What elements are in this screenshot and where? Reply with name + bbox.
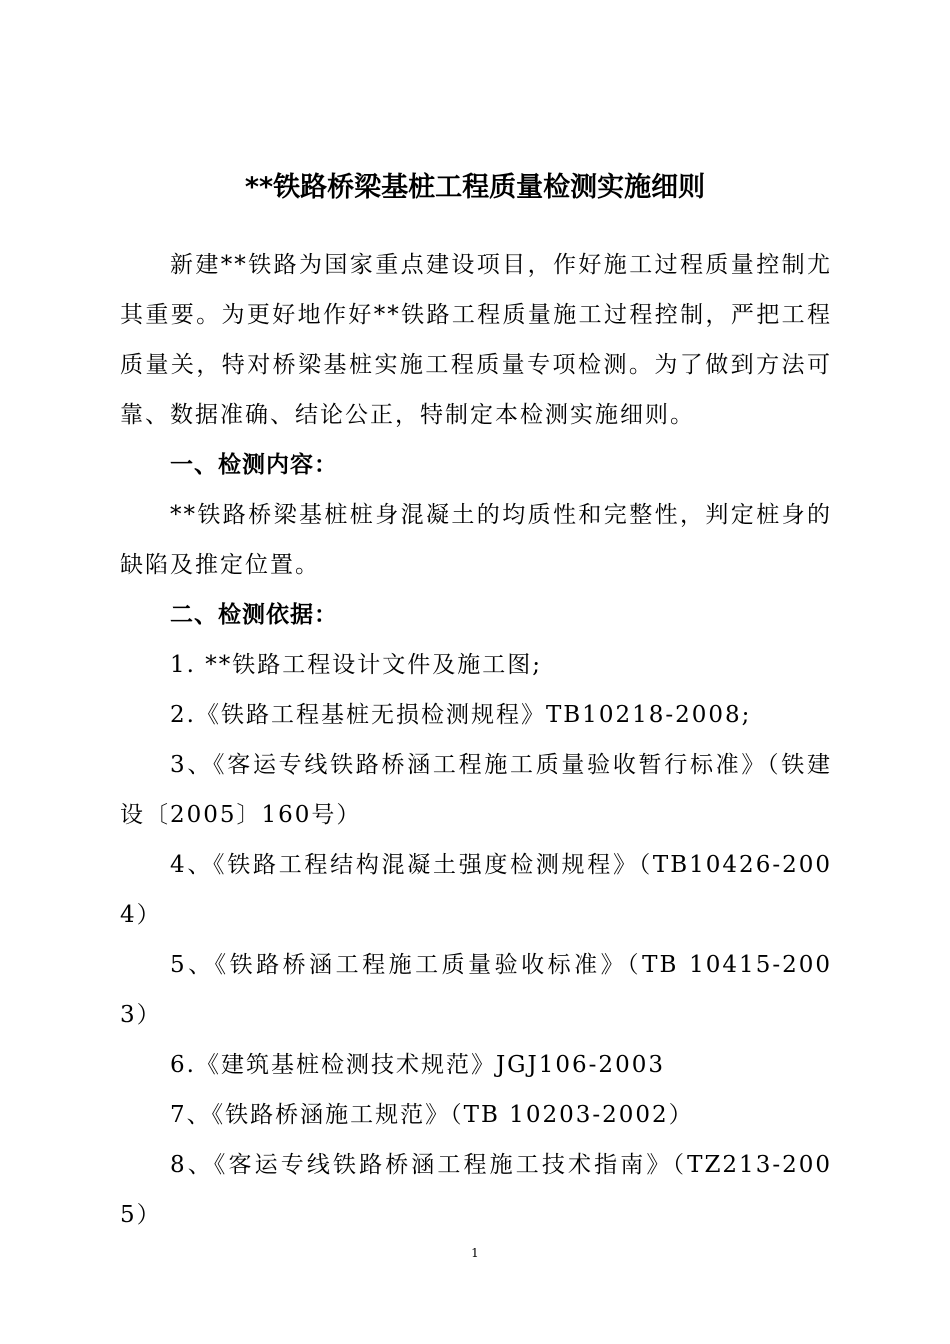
basis-item-8: 8、《客运专线铁路桥涵工程施工技术指南》（TZ213-2005）	[120, 1152, 832, 1228]
basis-item-2: 2.《铁路工程基桩无损检测规程》TB10218-2008;	[170, 702, 752, 728]
document-body	[120, 240, 832, 1240]
basis-item-5: 5、《铁路桥涵工程施工质量验收标准》（TB 10415-2003）	[120, 952, 832, 1028]
basis-item-3: 3、《客运专线铁路桥涵工程施工质量验收暂行标准》（铁建设〔2005〕160号）	[120, 752, 832, 828]
section-heading-content: 一、检测内容：	[170, 452, 338, 478]
intro-paragraph: 新建**铁路为国家重点建设项目，作好施工过程质量控制尤其重要。为更好地作好**铁路工程质量施工过程控制，严把工程质量关，特对桥梁基桩实施工程质量专项检测。为了做到方法可靠、数据准确、结论公正，特制定本检测实施细则。	[120, 252, 832, 428]
basis-item-1: 1. **铁路工程设计文件及施工图;	[170, 652, 543, 678]
page-number: 1	[471, 1246, 479, 1260]
section-content-paragraph: **铁路桥梁基桩桩身混凝土的均质性和完整性，判定桩身的缺陷及推定位置。	[120, 502, 832, 578]
document-title: **铁路桥梁基桩工程质量检测实施细则	[244, 172, 706, 203]
basis-item-7: 7、《铁路桥涵施工规范》（TB 10203-2002）	[170, 1102, 694, 1128]
basis-item-6: 6.《建筑基桩检测技术规范》JGJ106-2003	[170, 1052, 665, 1078]
section-heading-basis: 二、检测依据：	[170, 602, 338, 628]
basis-item-4: 4、《铁路工程结构混凝土强度检测规程》（TB10426-2004）	[120, 852, 832, 928]
